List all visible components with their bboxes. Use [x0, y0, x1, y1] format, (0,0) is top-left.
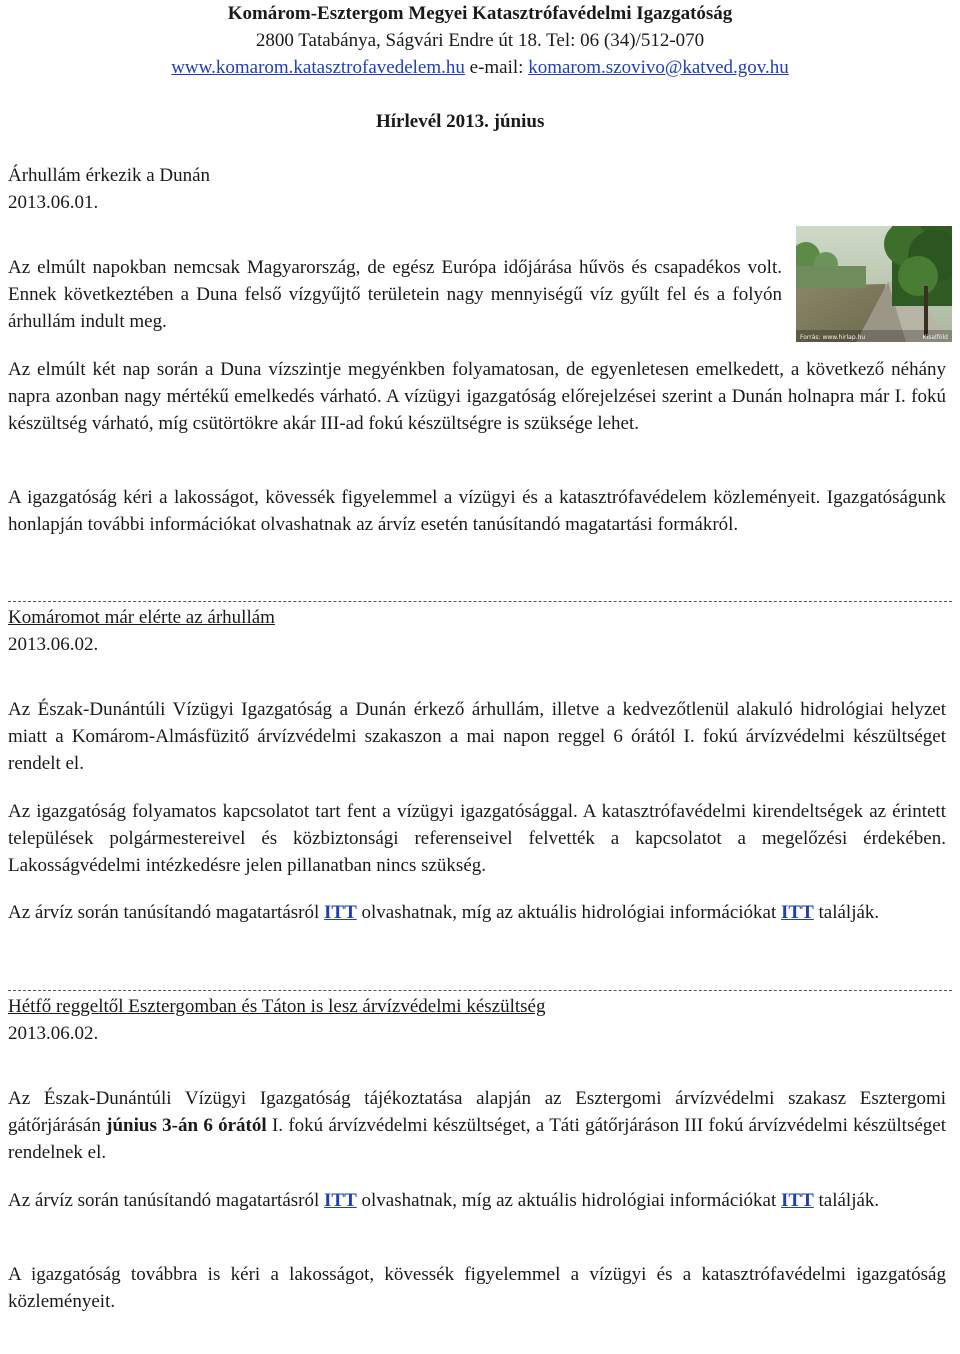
article-3-p1-bold: június 3-án 6 órától: [106, 1115, 267, 1136]
email-label: e-mail:: [469, 57, 524, 78]
itt-link-behavior[interactable]: ITT: [324, 1190, 357, 1211]
article-1-paragraph-3: A igazgatóság kéri a lakosságot, kövessék figyelemmel a vízügyi és a katasztrófavédelem közleményeit. Igazgatóságunk honlapján további információkat olvashatnak az árvíz esetén tanúsítandó magatartási formákról.: [8, 487, 946, 535]
website-link[interactable]: www.komarom.katasztrofavedelem.hu: [171, 57, 465, 78]
itt-link-hydrology[interactable]: ITT: [781, 902, 814, 923]
links-text-pre: Az árvíz során tanúsítandó magatartásról: [8, 902, 320, 923]
article-3-paragraph-1: [8, 1085, 946, 1166]
article-1-date: 2013.06.01.: [8, 192, 99, 213]
article-2-date: 2013.06.02.: [8, 634, 99, 655]
section-divider: [8, 990, 952, 991]
org-name: Komárom-Esztergom Megyei Katasztrófavédelmi Igazgatóság: [227, 3, 733, 24]
article-3-title: Hétfő reggeltől Esztergomban és Táton is lesz árvízvédelmi készültség: [8, 996, 546, 1017]
links-text-post: találják.: [818, 1190, 880, 1211]
itt-link-hydrology[interactable]: ITT: [781, 1190, 814, 1211]
article-1-title: Árhullám érkezik a Dunán: [8, 165, 211, 186]
links-text-mid: olvashatnak, míg az aktuális hidrológiai információkat: [361, 1190, 777, 1211]
links-text-pre: Az árvíz során tanúsítandó magatartásról: [8, 1190, 320, 1211]
article-2-paragraph-1: Az Észak-Dunántúli Vízügyi Igazgatóság a Dunán érkező árhullám, illetve a kedvezőtlenül alakuló hidrológiai helyzet miatt a Komárom-Almásfüzitő árvízvédelmi szakaszon a mai napon reggel 6 órától I. fokú árvízvédelmi készültséget rendelt el.: [8, 699, 946, 774]
flood-photo-image: [796, 226, 952, 342]
links-text-mid: olvashatnak, míg az aktuális hidrológiai információkat: [361, 902, 777, 923]
article-1-paragraph-2: Az elmúlt két nap során a Duna vízszintje megyénkben folyamatosan, de egyenletesen emelkedett, a következő néhány napra azonban nagy mértékű emelkedés várható. A vízügyi igazgatóság előrejelzései szerint a Dunán holnapra már I. fokú készültség várható, míg csütörtökre akár III-ad fokú készültségre is szüksége lehet.: [8, 359, 946, 434]
flood-photo: [796, 226, 952, 342]
section-divider: [8, 601, 952, 602]
article-3-p1-text-a: Az Észak-Dunántúli Vízügyi Igazgatóság tájékoztatása alapján az Esztergomi árvízvédelmi szakasz Esztergomi gátőrjárásán: [8, 1088, 946, 1136]
article-3-p1-text-b: I. fokú árvízvédelmi készültséget, a Táti gátőrjáráson III fokú árvízvédelmi készültséget rendelnek el.: [8, 1115, 946, 1163]
photo-credit-newspaper: Kisalföld: [922, 334, 948, 341]
links-text-post: találják.: [818, 902, 880, 923]
article-3-date: 2013.06.02.: [8, 1023, 99, 1044]
itt-link-behavior[interactable]: ITT: [324, 902, 357, 923]
article-3-paragraph-3: A igazgatóság továbbra is kéri a lakosságot, kövessék figyelemmel a vízügyi és a katasztrófavédelmi igazgatóság közleményeit.: [8, 1264, 946, 1312]
article-3-links-paragraph: [8, 1187, 946, 1214]
newsletter-title: Hírlevél 2013. június: [376, 111, 545, 132]
article-2-paragraph-2: Az igazgatóság folyamatos kapcsolatot tart fent a vízügyi igazgatósággal. A katasztrófavédelmi kirendeltségek az érintett települések polgármestereivel és közbiztonsági referenseivel felvették a kapcsolatot a megelőzési érdekében. Lakosságvédelmi intézkedésre jelen pillanatban nincs szükség.: [8, 801, 946, 876]
org-address: 2800 Tatabánya, Ságvári Endre út 18. Tel: 06 (34)/512-070: [255, 30, 705, 51]
email-link[interactable]: komarom.szovivo@katved.gov.hu: [528, 57, 789, 78]
article-2-title: Komáromot már elérte az árhullám: [8, 607, 275, 628]
article-2-links-paragraph: [8, 899, 946, 926]
article-1-paragraph-1: Az elmúlt napokban nemcsak Magyarország, de egész Európa időjárása hűvös és csapadékos volt. Ennek következtében a Duna felső vízgyűjtő területein nagy mennyiségű víz gyűlt fel és a folyón árhullám indult meg.: [8, 257, 782, 332]
contact-line: [0, 54, 960, 81]
photo-credit-source: Forrás: www.hirlap.hu: [800, 334, 866, 341]
